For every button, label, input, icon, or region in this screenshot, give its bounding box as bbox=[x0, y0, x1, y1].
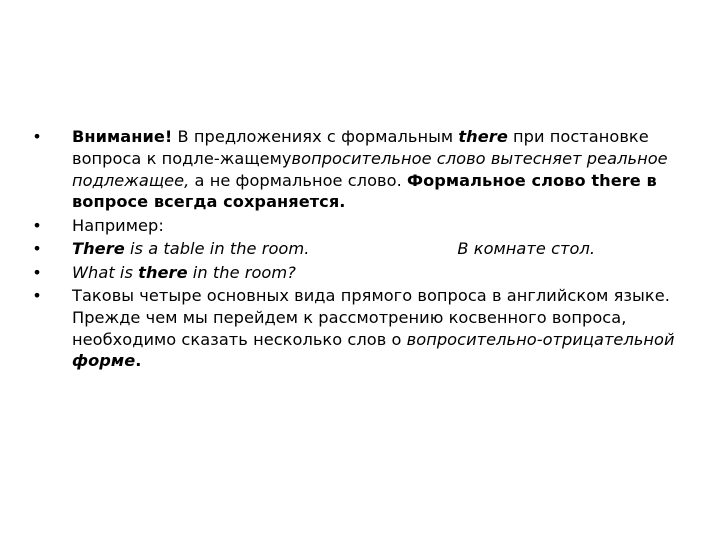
slide-body bbox=[30, 126, 690, 374]
text-run: . bbox=[135, 351, 142, 371]
text-run: in the room? bbox=[187, 262, 296, 282]
bullet-marker: • bbox=[32, 215, 42, 235]
bullet-marker: • bbox=[32, 285, 42, 305]
bullet-item bbox=[30, 215, 690, 237]
text-run: Таковы четыре основных вида прямого вопроса в английском языке. Прежде чем мы перейдем к рассмотрению косвенного вопроса, необходимо сказать несколько слов о bbox=[72, 285, 670, 349]
text-run: В комнате стол. bbox=[457, 239, 596, 259]
text-run: Внимание! bbox=[72, 127, 173, 146]
text-run: вопросительно-отрицательной bbox=[406, 329, 675, 349]
bullet-marker: • bbox=[32, 262, 42, 282]
bullet-item bbox=[30, 285, 690, 372]
text-run: Например: bbox=[72, 215, 164, 235]
text-run: форме bbox=[72, 351, 136, 371]
text-run: There bbox=[72, 239, 125, 259]
bullet-item bbox=[30, 238, 690, 260]
text-run: is a table in the room. bbox=[124, 239, 310, 259]
text-run: Формальное слово there в вопросе всегда сохраняется. bbox=[72, 170, 657, 212]
bullet-list bbox=[30, 126, 690, 372]
bullet-item bbox=[30, 262, 690, 284]
bullet-marker: • bbox=[32, 127, 42, 146]
text-run: а не формальное слово. bbox=[189, 170, 407, 190]
text-run: there bbox=[138, 262, 188, 282]
text-run: there bbox=[458, 127, 508, 146]
bullet-marker: • bbox=[32, 239, 42, 259]
text-run: What is bbox=[72, 262, 139, 282]
bullet-item bbox=[30, 126, 690, 213]
text-run: вопросительное слово вытесняет реальное подлежащее, bbox=[72, 148, 668, 190]
text-run: В предложениях с формальным bbox=[172, 127, 459, 146]
text-run: при постановке вопроса к подле-жащему bbox=[72, 127, 649, 168]
